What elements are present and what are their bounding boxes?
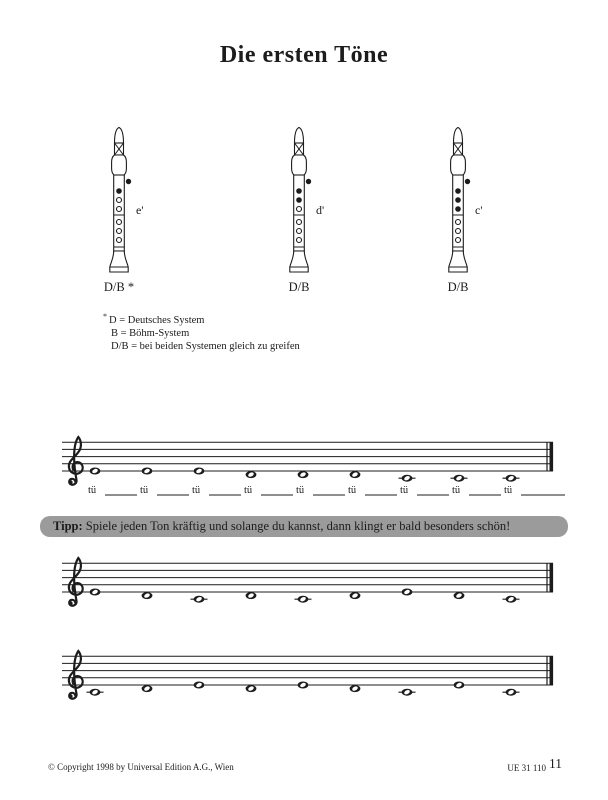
whole-note-c — [295, 596, 312, 603]
lyric-syllable: tü — [504, 485, 513, 496]
finger-hole-open — [297, 229, 302, 234]
treble-clef-path — [69, 651, 83, 699]
whole-note-e — [90, 589, 101, 596]
whole-note-d — [350, 471, 361, 478]
whole-note-e — [402, 589, 413, 596]
lyric-syllable: tü — [192, 485, 201, 496]
treble-clef-icon — [69, 437, 83, 485]
treble-clef-dot — [69, 601, 73, 605]
whole-note-d — [454, 592, 465, 599]
whole-note-d — [142, 685, 153, 692]
edition-number: UE 31 110 — [507, 763, 546, 773]
recorder-beak — [115, 128, 124, 144]
whole-note-e — [90, 468, 101, 475]
whole-note-d — [246, 592, 257, 599]
whole-note-c — [503, 596, 520, 603]
finger-hole-open — [456, 238, 461, 243]
recorder-beak — [454, 128, 463, 144]
tip-text: Spiele jeden Ton kräftig und solange du kannst, dann klingt er bald besonders schön! — [82, 519, 511, 533]
whole-note-e — [194, 682, 205, 689]
finger-hole-open — [297, 220, 302, 225]
final-barline-thick — [550, 442, 554, 471]
system-label: D/B — [288, 280, 310, 294]
thumb-hole-closed — [306, 179, 311, 184]
fingering-chart-d — [244, 125, 354, 300]
treble-clef-icon — [69, 558, 83, 606]
footnote-line: D/B = bei beiden Systemen gleich zu greifen — [111, 340, 300, 352]
staff-1 — [0, 419, 608, 503]
finger-hole-closed — [296, 197, 302, 203]
pitch-label: c' — [475, 203, 483, 217]
footnote-marker: * — [103, 312, 107, 321]
treble-clef-icon — [69, 651, 83, 699]
final-barline-thick — [550, 656, 554, 685]
lyric-syllable: tü — [452, 485, 461, 496]
recorder-bell — [110, 251, 128, 272]
fingering-chart-e — [64, 125, 174, 300]
whole-note-d — [246, 685, 257, 692]
lyric-syllable: tü — [244, 485, 253, 496]
finger-hole-open — [117, 229, 122, 234]
recorder-beak — [295, 128, 304, 144]
finger-hole-open — [117, 198, 122, 203]
recorder-diagram-icon — [418, 125, 498, 280]
lyric-syllable: tü — [296, 485, 305, 496]
whole-note-d — [350, 592, 361, 599]
whole-note-e — [194, 468, 205, 475]
staff-3 — [0, 633, 608, 703]
page-number: 11 — [549, 756, 562, 771]
thumb-hole-closed — [126, 179, 131, 184]
lyric-syllable: tü — [400, 485, 409, 496]
tip-label: Tipp: — [53, 519, 83, 533]
system-label: D/B — [447, 280, 469, 294]
treble-clef-dot — [69, 480, 73, 484]
whole-note-c — [503, 689, 520, 696]
finger-hole-open — [117, 207, 122, 212]
recorder-bell — [290, 251, 308, 272]
whole-note-d — [142, 592, 153, 599]
whole-note-d — [350, 685, 361, 692]
fingering-chart-c — [403, 125, 513, 300]
finger-hole-closed — [455, 197, 461, 203]
whole-note-e — [142, 468, 153, 475]
finger-hole-open — [456, 229, 461, 234]
footnote-legend — [103, 311, 300, 353]
finger-hole-closed — [455, 188, 461, 194]
recorder-head-joint — [292, 155, 307, 175]
lyric-syllable: tü — [88, 485, 97, 496]
whole-note-c — [191, 596, 208, 603]
whole-note-c — [503, 475, 520, 482]
recorder-bell — [449, 251, 467, 272]
finger-hole-open — [456, 220, 461, 225]
whole-note-c — [451, 475, 468, 482]
system-label: D/B * — [103, 280, 135, 294]
tip-banner — [40, 516, 568, 537]
lyric-syllable: tü — [140, 485, 149, 496]
whole-note-c — [399, 689, 416, 696]
whole-note-c — [399, 475, 416, 482]
recorder-diagram-icon — [259, 125, 339, 280]
pitch-label: e' — [136, 203, 144, 217]
staff-2 — [0, 540, 608, 610]
footnote-line: * D = Deutsches System — [103, 312, 205, 326]
final-barline-thick — [550, 563, 554, 592]
thumb-hole-closed — [465, 179, 470, 184]
whole-note-d — [298, 471, 309, 478]
treble-clef-dot — [69, 694, 73, 698]
finger-hole-closed — [455, 206, 461, 212]
recorder-head-joint — [451, 155, 466, 175]
recorder-diagram-icon — [79, 125, 159, 280]
whole-note-e — [298, 682, 309, 689]
footnote-line: B = Böhm-System — [111, 327, 190, 339]
finger-hole-open — [297, 238, 302, 243]
whole-note-d — [246, 471, 257, 478]
pitch-label: d' — [316, 203, 325, 217]
finger-hole-open — [117, 220, 122, 225]
finger-hole-open — [297, 207, 302, 212]
whole-note-e — [454, 682, 465, 689]
whole-note-c — [87, 689, 104, 696]
finger-hole-closed — [296, 188, 302, 194]
page-title: Die ersten Töne — [219, 42, 389, 68]
treble-clef-path — [69, 437, 83, 485]
recorder-head-joint — [112, 155, 127, 175]
lyric-syllable: tü — [348, 485, 357, 496]
treble-clef-path — [69, 558, 83, 606]
copyright-notice: © Copyright 1998 by Universal Edition A.G., Wien — [48, 762, 234, 772]
finger-hole-open — [117, 238, 122, 243]
finger-hole-closed — [116, 188, 122, 194]
